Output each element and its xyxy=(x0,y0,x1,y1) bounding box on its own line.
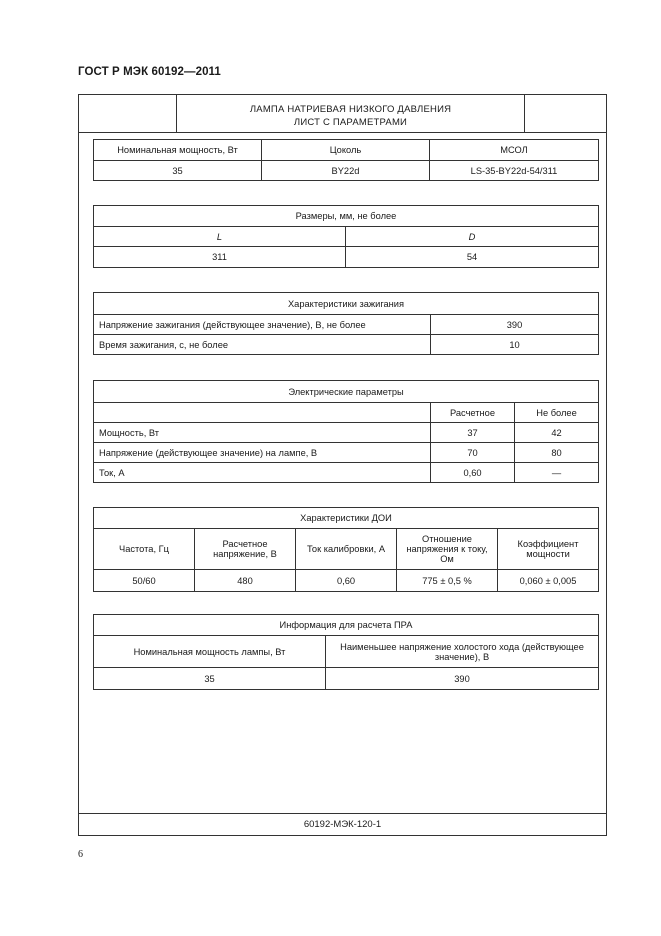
sheet-title xyxy=(177,103,524,129)
current-max: — xyxy=(515,463,599,483)
header-calibration-current: Ток калибровки, А xyxy=(296,529,397,570)
header-rated-voltage: Расчетное напряжение, В xyxy=(195,529,296,570)
electrical-parameters-table xyxy=(93,380,599,483)
electrical-title: Электрические параметры xyxy=(94,381,599,403)
current-rated: 0,60 xyxy=(431,463,515,483)
value-calibration-current: 0,60 xyxy=(296,570,397,592)
value-rated-voltage: 480 xyxy=(195,570,296,592)
header-lamp-nominal-power: Номинальная мощность лампы, Вт xyxy=(94,636,326,668)
sheet-title-line2: ЛИСТ С ПАРАМЕТРАМИ xyxy=(293,117,408,128)
sheet-footer-code: 60192-МЭК-120-1 xyxy=(79,813,606,836)
current-label: Ток, А xyxy=(94,463,431,483)
dimensions-table xyxy=(93,205,599,268)
value-power-factor: 0,060 ± 0,005 xyxy=(498,570,599,592)
page-number: 6 xyxy=(78,849,83,860)
header-length: L xyxy=(94,227,346,247)
header-max: Не более xyxy=(515,403,599,423)
power-max: 42 xyxy=(515,423,599,443)
ignition-title: Характеристики зажигания xyxy=(94,293,599,315)
dimensions-title: Размеры, мм, не более xyxy=(94,206,599,227)
value-frequency: 50/60 xyxy=(94,570,195,592)
header-cap: Цоколь xyxy=(262,140,430,161)
lamp-voltage-rated: 70 xyxy=(431,443,515,463)
power-label: Мощность, Вт xyxy=(94,423,431,443)
value-length: 311 xyxy=(94,247,346,268)
value-open-circuit-voltage: 390 xyxy=(326,668,599,690)
value-msol: LS-35-BY22d-54/311 xyxy=(430,161,599,181)
lamp-identity-table xyxy=(93,139,599,181)
ballast-design-title: Информация для расчета ПРА xyxy=(94,615,599,636)
power-rated: 37 xyxy=(431,423,515,443)
sheet-title-line1: ЛАМПА НАТРИЕВАЯ НИЗКОГО ДАВЛЕНИЯ xyxy=(249,104,452,115)
ignition-voltage-label: Напряжение зажигания (действующее значение), В, не более xyxy=(94,315,431,335)
value-cap: BY22d xyxy=(262,161,430,181)
header-msol: МСОЛ xyxy=(430,140,599,161)
ignition-voltage-value: 390 xyxy=(431,315,599,335)
header-voltage-current-ratio: Отношение напряжения к току, Ом xyxy=(397,529,498,570)
ignition-time-value: 10 xyxy=(431,335,599,355)
document-header: ГОСТ Р МЭК 60192—2011 xyxy=(78,66,221,78)
sheet-title-row xyxy=(79,95,606,133)
title-left-cell xyxy=(79,95,177,132)
lamp-voltage-label: Напряжение (действующее значение) на лампе, В xyxy=(94,443,431,463)
reference-ballast-title: Характеристики ДОИ xyxy=(94,508,599,529)
header-rated: Расчетное xyxy=(431,403,515,423)
title-right-cell xyxy=(524,95,606,132)
reference-ballast-table xyxy=(93,507,599,592)
value-lamp-nominal-power: 35 xyxy=(94,668,326,690)
lamp-voltage-max: 80 xyxy=(515,443,599,463)
electrical-header-blank xyxy=(94,403,431,423)
value-diameter: 54 xyxy=(346,247,599,268)
header-frequency: Частота, Гц xyxy=(94,529,195,570)
ballast-design-table xyxy=(93,614,599,690)
ignition-table xyxy=(93,292,599,355)
value-nominal-power: 35 xyxy=(94,161,262,181)
header-nominal-power: Номинальная мощность, Вт xyxy=(94,140,262,161)
ignition-time-label: Время зажигания, с, не более xyxy=(94,335,431,355)
value-voltage-current-ratio: 775 ± 0,5 % xyxy=(397,570,498,592)
header-diameter: D xyxy=(346,227,599,247)
header-power-factor: Коэффициент мощности xyxy=(498,529,599,570)
header-open-circuit-voltage: Наименьшее напряжение холостого хода (действующее значение), В xyxy=(326,636,599,668)
